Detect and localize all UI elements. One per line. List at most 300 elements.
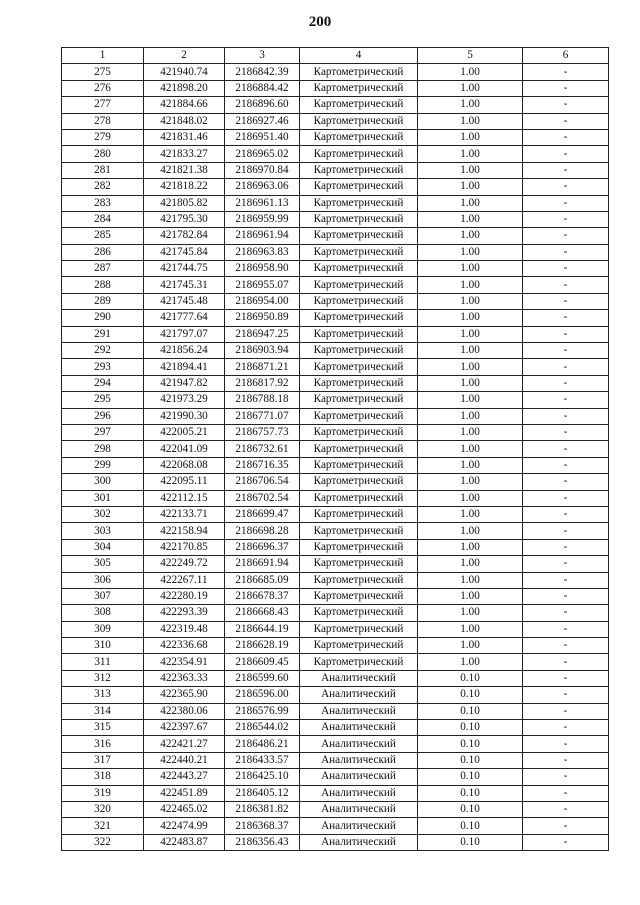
- method-cell: Аналитический: [300, 736, 418, 752]
- y-coordinate-cell: 2186685.09: [225, 572, 300, 588]
- method-cell: Картометрический: [300, 523, 418, 539]
- accuracy-cell: 1.00: [418, 457, 523, 473]
- accuracy-cell: 1.00: [418, 195, 523, 211]
- table-row: [62, 506, 609, 522]
- note-cell: -: [523, 64, 609, 80]
- accuracy-cell: 1.00: [418, 572, 523, 588]
- accuracy-cell: 0.10: [418, 752, 523, 768]
- x-coordinate-cell: 421818.22: [144, 179, 225, 195]
- note-cell: -: [523, 490, 609, 506]
- y-coordinate-cell: 2186842.39: [225, 64, 300, 80]
- method-cell: Картометрический: [300, 310, 418, 326]
- method-cell: Картометрический: [300, 228, 418, 244]
- note-cell: -: [523, 539, 609, 555]
- note-cell: -: [523, 474, 609, 490]
- x-coordinate-cell: 422170.85: [144, 539, 225, 555]
- note-cell: -: [523, 244, 609, 260]
- note-cell: -: [523, 261, 609, 277]
- table-row: [62, 785, 609, 801]
- point-number-cell: 290: [62, 310, 144, 326]
- table-row: [62, 818, 609, 834]
- table-row: [62, 670, 609, 686]
- method-cell: Картометрический: [300, 588, 418, 604]
- x-coordinate-cell: 421894.41: [144, 359, 225, 375]
- table-header-row: [62, 48, 609, 64]
- method-cell: Картометрический: [300, 293, 418, 309]
- y-coordinate-cell: 2186950.89: [225, 310, 300, 326]
- y-coordinate-cell: 2186732.61: [225, 441, 300, 457]
- table-row: [62, 769, 609, 785]
- note-cell: -: [523, 146, 609, 162]
- point-number-cell: 317: [62, 752, 144, 768]
- accuracy-cell: 1.00: [418, 64, 523, 80]
- point-number-cell: 293: [62, 359, 144, 375]
- x-coordinate-cell: 422095.11: [144, 474, 225, 490]
- y-coordinate-cell: 2186544.02: [225, 720, 300, 736]
- note-cell: -: [523, 523, 609, 539]
- accuracy-cell: 1.00: [418, 343, 523, 359]
- x-coordinate-cell: 421795.30: [144, 211, 225, 227]
- accuracy-cell: 1.00: [418, 310, 523, 326]
- point-number-cell: 319: [62, 785, 144, 801]
- y-coordinate-cell: 2186716.35: [225, 457, 300, 473]
- accuracy-cell: 0.10: [418, 818, 523, 834]
- y-coordinate-cell: 2186698.28: [225, 523, 300, 539]
- table-row: [62, 638, 609, 654]
- method-cell: Картометрический: [300, 621, 418, 637]
- table-row: [62, 244, 609, 260]
- point-number-cell: 278: [62, 113, 144, 129]
- y-coordinate-cell: 2186958.90: [225, 261, 300, 277]
- point-number-cell: 315: [62, 720, 144, 736]
- y-coordinate-cell: 2186954.00: [225, 293, 300, 309]
- y-coordinate-cell: 2186381.82: [225, 801, 300, 817]
- table-row: [62, 64, 609, 80]
- table-row: [62, 179, 609, 195]
- method-cell: Картометрический: [300, 343, 418, 359]
- table-row: [62, 539, 609, 555]
- x-coordinate-cell: 422336.68: [144, 638, 225, 654]
- point-number-cell: 314: [62, 703, 144, 719]
- table-row: [62, 310, 609, 326]
- method-cell: Аналитический: [300, 769, 418, 785]
- table-row: [62, 195, 609, 211]
- table-row: [62, 343, 609, 359]
- method-cell: Картометрический: [300, 326, 418, 342]
- y-coordinate-cell: 2186817.92: [225, 375, 300, 391]
- table-row: [62, 261, 609, 277]
- accuracy-cell: 1.00: [418, 392, 523, 408]
- x-coordinate-cell: 422267.11: [144, 572, 225, 588]
- accuracy-cell: 1.00: [418, 408, 523, 424]
- point-number-cell: 306: [62, 572, 144, 588]
- method-cell: Картометрический: [300, 211, 418, 227]
- note-cell: -: [523, 818, 609, 834]
- point-number-cell: 286: [62, 244, 144, 260]
- method-cell: Картометрический: [300, 179, 418, 195]
- note-cell: -: [523, 752, 609, 768]
- method-cell: Аналитический: [300, 670, 418, 686]
- note-cell: -: [523, 441, 609, 457]
- point-number-cell: 304: [62, 539, 144, 555]
- x-coordinate-cell: 422068.08: [144, 457, 225, 473]
- note-cell: -: [523, 359, 609, 375]
- x-coordinate-cell: 422365.90: [144, 687, 225, 703]
- point-number-cell: 303: [62, 523, 144, 539]
- method-cell: Картометрический: [300, 375, 418, 391]
- y-coordinate-cell: 2186903.94: [225, 343, 300, 359]
- note-cell: -: [523, 785, 609, 801]
- point-number-cell: 292: [62, 343, 144, 359]
- point-number-cell: 279: [62, 129, 144, 145]
- accuracy-cell: 1.00: [418, 97, 523, 113]
- table-row: [62, 834, 609, 850]
- accuracy-cell: 1.00: [418, 326, 523, 342]
- x-coordinate-cell: 421805.82: [144, 195, 225, 211]
- accuracy-cell: 1.00: [418, 474, 523, 490]
- method-cell: Картометрический: [300, 392, 418, 408]
- y-coordinate-cell: 2186961.94: [225, 228, 300, 244]
- note-cell: -: [523, 457, 609, 473]
- x-coordinate-cell: 421833.27: [144, 146, 225, 162]
- point-number-cell: 310: [62, 638, 144, 654]
- x-coordinate-cell: 421947.82: [144, 375, 225, 391]
- y-coordinate-cell: 2186871.21: [225, 359, 300, 375]
- x-coordinate-cell: 422443.27: [144, 769, 225, 785]
- accuracy-cell: 1.00: [418, 179, 523, 195]
- accuracy-cell: 1.00: [418, 146, 523, 162]
- table-row: [62, 228, 609, 244]
- accuracy-cell: 1.00: [418, 638, 523, 654]
- y-coordinate-cell: 2186644.19: [225, 621, 300, 637]
- table-row: [62, 375, 609, 391]
- x-coordinate-cell: 421831.46: [144, 129, 225, 145]
- x-coordinate-cell: 422280.19: [144, 588, 225, 604]
- y-coordinate-cell: 2186628.19: [225, 638, 300, 654]
- table-row: [62, 490, 609, 506]
- x-coordinate-cell: 422041.09: [144, 441, 225, 457]
- accuracy-cell: 0.10: [418, 736, 523, 752]
- y-coordinate-cell: 2186696.37: [225, 539, 300, 555]
- point-number-cell: 305: [62, 556, 144, 572]
- y-coordinate-cell: 2186699.47: [225, 506, 300, 522]
- accuracy-cell: 1.00: [418, 129, 523, 145]
- point-number-cell: 320: [62, 801, 144, 817]
- x-coordinate-cell: 422474.99: [144, 818, 225, 834]
- y-coordinate-cell: 2186947.25: [225, 326, 300, 342]
- table-row: [62, 572, 609, 588]
- accuracy-cell: 0.10: [418, 785, 523, 801]
- point-number-cell: 282: [62, 179, 144, 195]
- accuracy-cell: 1.00: [418, 211, 523, 227]
- y-coordinate-cell: 2186596.00: [225, 687, 300, 703]
- table-row: [62, 441, 609, 457]
- accuracy-cell: 0.10: [418, 769, 523, 785]
- y-coordinate-cell: 2186771.07: [225, 408, 300, 424]
- point-number-cell: 307: [62, 588, 144, 604]
- point-number-cell: 299: [62, 457, 144, 473]
- table-row: [62, 80, 609, 96]
- method-cell: Картометрический: [300, 129, 418, 145]
- x-coordinate-cell: 422005.21: [144, 424, 225, 440]
- point-number-cell: 284: [62, 211, 144, 227]
- x-coordinate-cell: 422293.39: [144, 605, 225, 621]
- method-cell: Аналитический: [300, 801, 418, 817]
- method-cell: Картометрический: [300, 146, 418, 162]
- point-number-cell: 285: [62, 228, 144, 244]
- table-row: [62, 523, 609, 539]
- x-coordinate-cell: 421884.66: [144, 97, 225, 113]
- point-number-cell: 308: [62, 605, 144, 621]
- x-coordinate-cell: 422158.94: [144, 523, 225, 539]
- x-coordinate-cell: 421973.29: [144, 392, 225, 408]
- note-cell: -: [523, 97, 609, 113]
- x-coordinate-cell: 421940.74: [144, 64, 225, 80]
- table-row: [62, 736, 609, 752]
- point-number-cell: 275: [62, 64, 144, 80]
- point-number-cell: 321: [62, 818, 144, 834]
- method-cell: Картометрический: [300, 424, 418, 440]
- y-coordinate-cell: 2186691.94: [225, 556, 300, 572]
- accuracy-cell: 0.10: [418, 834, 523, 850]
- y-coordinate-cell: 2186405.12: [225, 785, 300, 801]
- note-cell: -: [523, 588, 609, 604]
- method-cell: Картометрический: [300, 195, 418, 211]
- accuracy-cell: 0.10: [418, 720, 523, 736]
- table-row: [62, 703, 609, 719]
- x-coordinate-cell: 421848.02: [144, 113, 225, 129]
- y-coordinate-cell: 2186963.83: [225, 244, 300, 260]
- y-coordinate-cell: 2186678.37: [225, 588, 300, 604]
- note-cell: -: [523, 769, 609, 785]
- point-number-cell: 311: [62, 654, 144, 670]
- accuracy-cell: 1.00: [418, 556, 523, 572]
- point-number-cell: 291: [62, 326, 144, 342]
- method-cell: Картометрический: [300, 457, 418, 473]
- note-cell: -: [523, 195, 609, 211]
- y-coordinate-cell: 2186927.46: [225, 113, 300, 129]
- point-number-cell: 294: [62, 375, 144, 391]
- accuracy-cell: 1.00: [418, 654, 523, 670]
- point-number-cell: 300: [62, 474, 144, 490]
- method-cell: Картометрический: [300, 408, 418, 424]
- point-number-cell: 318: [62, 769, 144, 785]
- table-row: [62, 162, 609, 178]
- point-number-cell: 313: [62, 687, 144, 703]
- method-cell: Картометрический: [300, 474, 418, 490]
- x-coordinate-cell: 422354.91: [144, 654, 225, 670]
- x-coordinate-cell: 422440.21: [144, 752, 225, 768]
- note-cell: -: [523, 179, 609, 195]
- point-number-cell: 301: [62, 490, 144, 506]
- accuracy-cell: 1.00: [418, 588, 523, 604]
- table-row: [62, 113, 609, 129]
- accuracy-cell: 0.10: [418, 670, 523, 686]
- y-coordinate-cell: 2186951.40: [225, 129, 300, 145]
- y-coordinate-cell: 2186702.54: [225, 490, 300, 506]
- note-cell: -: [523, 506, 609, 522]
- method-cell: Аналитический: [300, 703, 418, 719]
- note-cell: -: [523, 720, 609, 736]
- method-cell: Картометрический: [300, 441, 418, 457]
- column-header-6: 6: [523, 48, 609, 64]
- method-cell: Картометрический: [300, 80, 418, 96]
- table-row: [62, 687, 609, 703]
- y-coordinate-cell: 2186433.57: [225, 752, 300, 768]
- note-cell: -: [523, 228, 609, 244]
- coordinates-table: [61, 47, 609, 851]
- y-coordinate-cell: 2186599.60: [225, 670, 300, 686]
- y-coordinate-cell: 2186706.54: [225, 474, 300, 490]
- x-coordinate-cell: 421777.64: [144, 310, 225, 326]
- column-header-2: 2: [144, 48, 225, 64]
- x-coordinate-cell: 422451.89: [144, 785, 225, 801]
- point-number-cell: 281: [62, 162, 144, 178]
- note-cell: -: [523, 310, 609, 326]
- accuracy-cell: 1.00: [418, 244, 523, 260]
- y-coordinate-cell: 2186896.60: [225, 97, 300, 113]
- method-cell: Картометрический: [300, 539, 418, 555]
- table-row: [62, 129, 609, 145]
- x-coordinate-cell: 422133.71: [144, 506, 225, 522]
- accuracy-cell: 1.00: [418, 228, 523, 244]
- table-row: [62, 392, 609, 408]
- table-row: [62, 720, 609, 736]
- x-coordinate-cell: 422397.67: [144, 720, 225, 736]
- y-coordinate-cell: 2186576.99: [225, 703, 300, 719]
- column-header-3: 3: [225, 48, 300, 64]
- table-row: [62, 277, 609, 293]
- accuracy-cell: 1.00: [418, 261, 523, 277]
- note-cell: -: [523, 605, 609, 621]
- point-number-cell: 295: [62, 392, 144, 408]
- method-cell: Картометрический: [300, 261, 418, 277]
- x-coordinate-cell: 421782.84: [144, 228, 225, 244]
- method-cell: Картометрический: [300, 605, 418, 621]
- method-cell: Аналитический: [300, 834, 418, 850]
- y-coordinate-cell: 2186368.37: [225, 818, 300, 834]
- x-coordinate-cell: 421990.30: [144, 408, 225, 424]
- x-coordinate-cell: 422319.48: [144, 621, 225, 637]
- y-coordinate-cell: 2186668.43: [225, 605, 300, 621]
- page-number: 200: [308, 14, 332, 30]
- method-cell: Картометрический: [300, 113, 418, 129]
- note-cell: -: [523, 277, 609, 293]
- accuracy-cell: 1.00: [418, 506, 523, 522]
- point-number-cell: 288: [62, 277, 144, 293]
- column-header-4: 4: [300, 48, 418, 64]
- method-cell: Картометрический: [300, 244, 418, 260]
- note-cell: -: [523, 572, 609, 588]
- y-coordinate-cell: 2186356.43: [225, 834, 300, 850]
- x-coordinate-cell: 422465.02: [144, 801, 225, 817]
- x-coordinate-cell: 421744.75: [144, 261, 225, 277]
- y-coordinate-cell: 2186970.84: [225, 162, 300, 178]
- point-number-cell: 309: [62, 621, 144, 637]
- accuracy-cell: 0.10: [418, 703, 523, 719]
- note-cell: -: [523, 80, 609, 96]
- note-cell: -: [523, 834, 609, 850]
- method-cell: Картометрический: [300, 654, 418, 670]
- method-cell: Аналитический: [300, 818, 418, 834]
- y-coordinate-cell: 2186961.13: [225, 195, 300, 211]
- table-row: [62, 605, 609, 621]
- table-row: [62, 752, 609, 768]
- column-header-1: 1: [62, 48, 144, 64]
- table-row: [62, 293, 609, 309]
- method-cell: Картометрический: [300, 277, 418, 293]
- y-coordinate-cell: 2186757.73: [225, 424, 300, 440]
- method-cell: Картометрический: [300, 638, 418, 654]
- point-number-cell: 287: [62, 261, 144, 277]
- method-cell: Картометрический: [300, 506, 418, 522]
- accuracy-cell: 0.10: [418, 687, 523, 703]
- table-row: [62, 146, 609, 162]
- note-cell: -: [523, 392, 609, 408]
- note-cell: -: [523, 343, 609, 359]
- x-coordinate-cell: 422112.15: [144, 490, 225, 506]
- note-cell: -: [523, 211, 609, 227]
- table-row: [62, 359, 609, 375]
- table-row: [62, 424, 609, 440]
- note-cell: -: [523, 162, 609, 178]
- column-header-5: 5: [418, 48, 523, 64]
- y-coordinate-cell: 2186609.45: [225, 654, 300, 670]
- y-coordinate-cell: 2186955.07: [225, 277, 300, 293]
- table-row: [62, 408, 609, 424]
- x-coordinate-cell: 421745.31: [144, 277, 225, 293]
- x-coordinate-cell: 422421.27: [144, 736, 225, 752]
- point-number-cell: 316: [62, 736, 144, 752]
- point-number-cell: 277: [62, 97, 144, 113]
- point-number-cell: 289: [62, 293, 144, 309]
- y-coordinate-cell: 2186963.06: [225, 179, 300, 195]
- note-cell: -: [523, 736, 609, 752]
- note-cell: -: [523, 408, 609, 424]
- x-coordinate-cell: 421856.24: [144, 343, 225, 359]
- y-coordinate-cell: 2186788.18: [225, 392, 300, 408]
- method-cell: Картометрический: [300, 359, 418, 375]
- note-cell: -: [523, 293, 609, 309]
- y-coordinate-cell: 2186486.21: [225, 736, 300, 752]
- note-cell: -: [523, 113, 609, 129]
- accuracy-cell: 1.00: [418, 113, 523, 129]
- table-row: [62, 621, 609, 637]
- accuracy-cell: 1.00: [418, 277, 523, 293]
- point-number-cell: 302: [62, 506, 144, 522]
- method-cell: Картометрический: [300, 490, 418, 506]
- x-coordinate-cell: 421821.38: [144, 162, 225, 178]
- y-coordinate-cell: 2186965.02: [225, 146, 300, 162]
- accuracy-cell: 1.00: [418, 293, 523, 309]
- table-row: [62, 211, 609, 227]
- table-row: [62, 588, 609, 604]
- x-coordinate-cell: 421745.84: [144, 244, 225, 260]
- method-cell: Картометрический: [300, 64, 418, 80]
- table-row: [62, 801, 609, 817]
- note-cell: -: [523, 326, 609, 342]
- note-cell: -: [523, 375, 609, 391]
- accuracy-cell: 1.00: [418, 80, 523, 96]
- x-coordinate-cell: 421898.20: [144, 80, 225, 96]
- point-number-cell: 322: [62, 834, 144, 850]
- method-cell: Картометрический: [300, 162, 418, 178]
- point-number-cell: 280: [62, 146, 144, 162]
- method-cell: Аналитический: [300, 720, 418, 736]
- note-cell: -: [523, 670, 609, 686]
- x-coordinate-cell: 422380.06: [144, 703, 225, 719]
- note-cell: -: [523, 801, 609, 817]
